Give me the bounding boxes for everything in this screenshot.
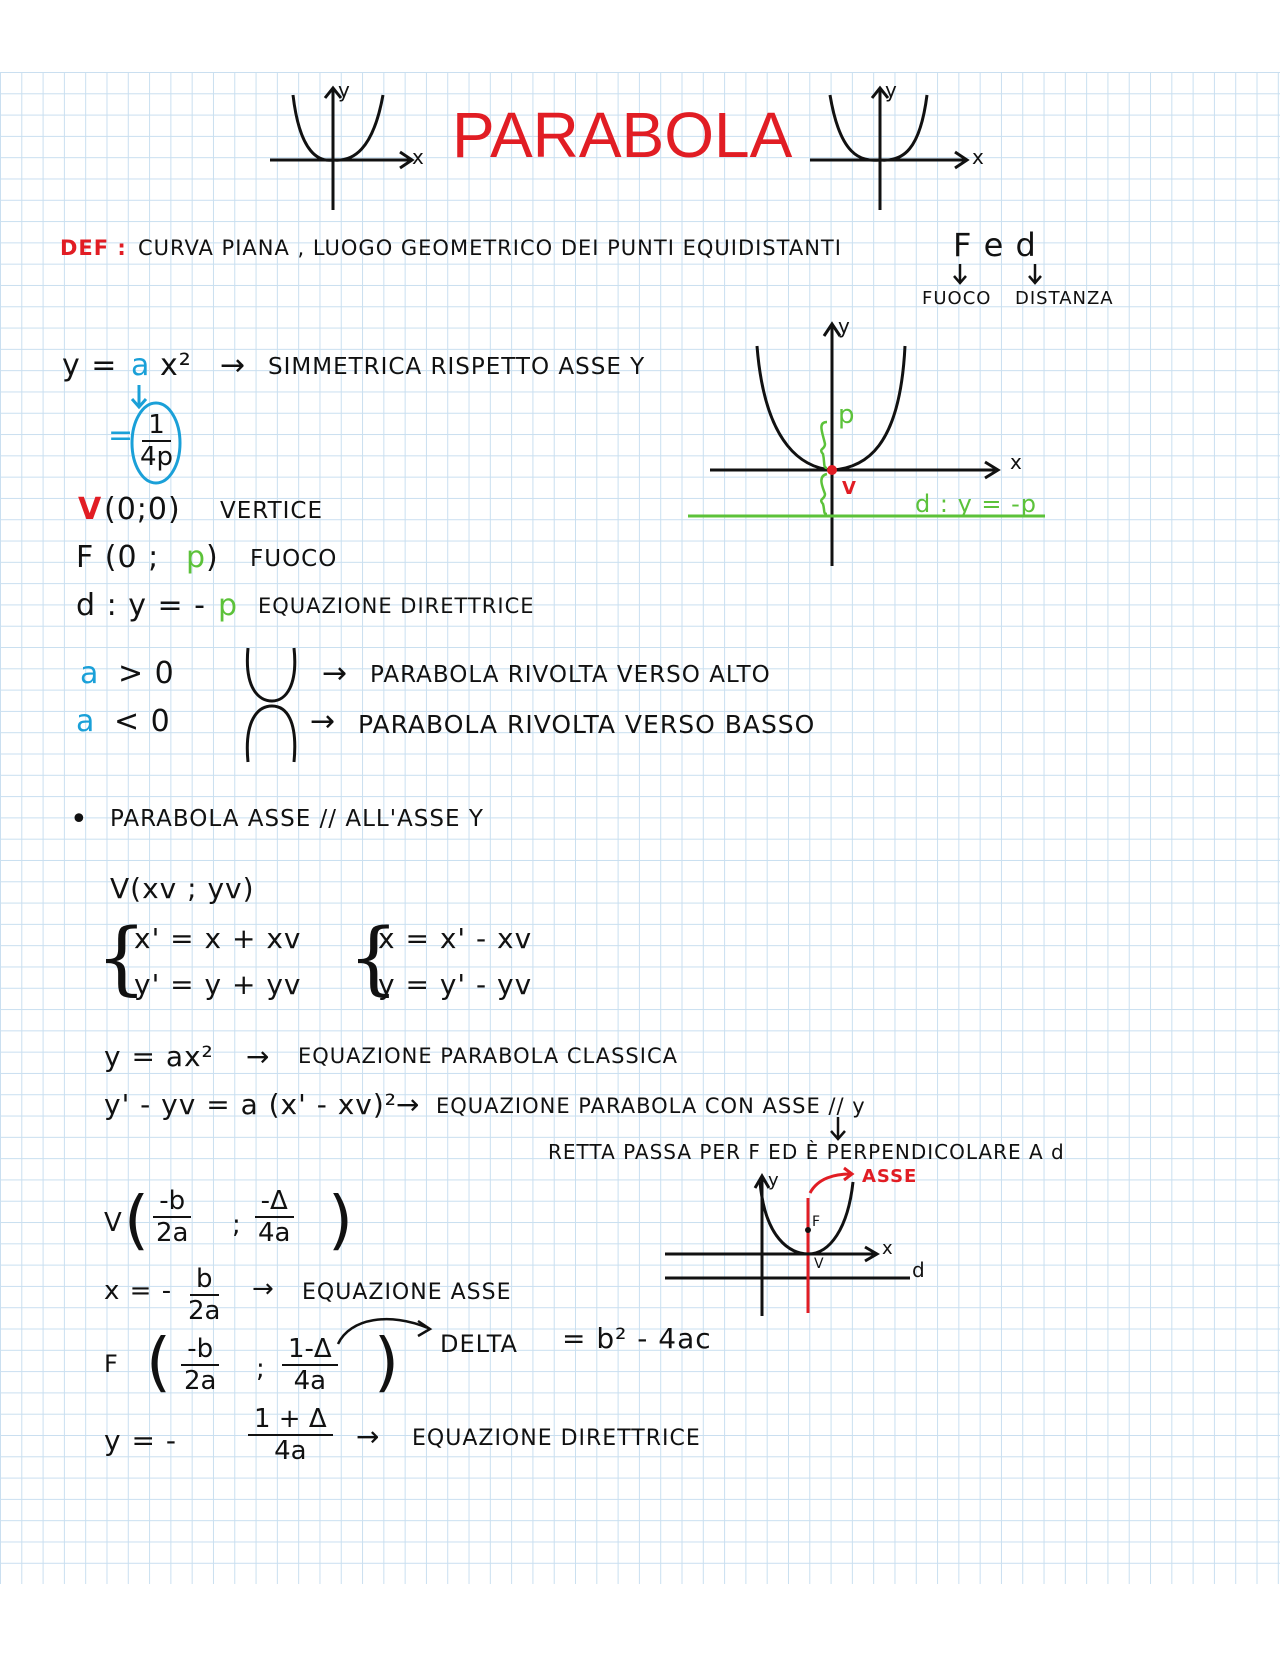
directrix-den: 4a (274, 1436, 307, 1466)
section2-heading: PARABOLA ASSE // ALL'ASSE Y (110, 806, 484, 832)
graph2-v-label: V (814, 1256, 825, 1272)
title-left-x-label: x (412, 145, 425, 169)
system2-line2: y = y' - yv (378, 968, 533, 1001)
axis-eq-num: b (190, 1264, 219, 1296)
a-value-fraction (134, 410, 179, 472)
graph1-d-label: d : y = -p (915, 490, 1038, 518)
vertex-x-num: -b (153, 1186, 191, 1218)
graph1-y-label: y (838, 314, 851, 338)
eq-axis-label: EQUAZIONE PARABOLA CON ASSE // y (436, 1094, 866, 1118)
eq-axis: y' - yv = a (x' - xv)² (104, 1088, 398, 1121)
orient-up-cond: > 0 (118, 656, 175, 691)
focus-formula-x (178, 1334, 222, 1396)
vertex-label: VERTICE (220, 498, 323, 524)
vertex-formula-y (252, 1186, 296, 1248)
focus-y-num: 1-Δ (282, 1334, 338, 1366)
graph2-f-label: F (812, 1214, 822, 1230)
a-numerator: 1 (142, 410, 171, 442)
axis-eq-x: x = - (104, 1276, 173, 1306)
focus-suffix: ) (206, 540, 219, 575)
vertex-formula-x (150, 1186, 194, 1248)
vertex-y-den: 4a (258, 1218, 291, 1248)
graph2-asse-label: ASSE (862, 1166, 918, 1187)
delta-label: DELTA (440, 1330, 518, 1358)
def-symbols: F e d (953, 226, 1037, 264)
system2-line1: x = x' - xv (378, 922, 533, 955)
orient-up-desc: PARABOLA RIVOLTA VERSO ALTO (370, 662, 771, 688)
graph1-x-label: x (1010, 450, 1023, 474)
focus-x-den: 2a (184, 1366, 217, 1396)
eq-a-coefficient: a (131, 348, 151, 383)
focus-p: p (186, 540, 207, 575)
directrix-label: EQUAZIONE DIRETTRICE (258, 594, 535, 618)
section2-vertex: V(xv ; yv) (110, 872, 255, 905)
section2-bullet: • (70, 802, 89, 837)
directrix-p: p (218, 588, 239, 623)
axis-eq-arrow: → (252, 1274, 275, 1304)
focus-formula-open-paren: ( (146, 1326, 172, 1400)
graph2-d-label: d (912, 1258, 926, 1282)
title-right-x-label: x (972, 145, 985, 169)
cap-down-icon (240, 700, 302, 765)
distanza-label: DISTANZA (1015, 288, 1114, 309)
eq-x-squared: x² (160, 348, 192, 383)
graph1-v-label: V (842, 478, 857, 499)
eq-arrow: → (220, 348, 247, 383)
orient-up-arrow: → (322, 656, 349, 691)
focus-formula-close-paren: ) (374, 1326, 400, 1400)
directrix-num: 1 + Δ (248, 1404, 333, 1436)
directrix-formula-fraction (248, 1404, 333, 1466)
focus-x-num: -b (181, 1334, 219, 1366)
vertex-y-num: -Δ (255, 1186, 294, 1218)
def-arrows (950, 262, 1050, 286)
graph2-y-label: y (768, 1170, 780, 1191)
system1-brace: { (96, 911, 147, 1004)
eq-y-equals: y = (62, 348, 118, 383)
system2-brace: { (348, 911, 399, 1004)
cup-up-icon (240, 645, 302, 705)
eq-classic-arrow: → (246, 1040, 271, 1073)
axis-def-arrow (826, 1116, 850, 1142)
eq-classic-label: EQUAZIONE PARABOLA CLASSICA (298, 1044, 678, 1068)
focus-formula-sep: ; (256, 1354, 266, 1384)
directrix-formula-arrow: → (356, 1420, 381, 1453)
vertex-formula-sep: ; (232, 1210, 242, 1240)
fuoco-label: FUOCO (922, 288, 992, 309)
title-left-y-label: y (338, 78, 351, 102)
orient-up-a: a (80, 656, 100, 691)
focus-prefix: F (0 ; (76, 540, 160, 575)
axis-eq-den: 2a (188, 1296, 221, 1326)
page-title: PARABOLA (452, 99, 793, 171)
focus-y-den: 4a (293, 1366, 327, 1396)
eq-classic: y = ax² (104, 1040, 214, 1073)
directrix-prefix: d : y = - (76, 588, 207, 623)
vertex-x-den: 2a (156, 1218, 189, 1248)
delta-equation: = b² - 4ac (562, 1322, 712, 1355)
graph2-x-label: x (882, 1238, 894, 1259)
system1-line1: x' = x + xv (134, 922, 302, 955)
vertex-formula-v: V (104, 1208, 123, 1238)
delta-curved-arrow (330, 1308, 440, 1348)
def-tag: DEF : (60, 236, 127, 260)
vertex-coords: (0;0) (104, 492, 181, 527)
orient-down-cond: < 0 (114, 704, 171, 739)
graph1-p-label: p (838, 400, 856, 430)
eq-axis-arrow: → (396, 1088, 421, 1121)
def-text: CURVA PIANA , LUOGO GEOMETRICO DEI PUNTI EQUIDISTANTI (138, 236, 842, 260)
axis-eq-label: EQUAZIONE ASSE (302, 1280, 512, 1305)
title-right-y-label: y (885, 78, 898, 102)
vertex-v: V (78, 492, 103, 527)
axis-eq-fraction (182, 1264, 226, 1326)
vertex-formula-open-paren: ( (124, 1184, 150, 1258)
orient-down-desc: PARABOLA RIVOLTA VERSO BASSO (358, 710, 816, 739)
orient-down-arrow: → (310, 704, 337, 739)
directrix-formula-y: y = - (104, 1424, 177, 1457)
directrix-formula-label: EQUAZIONE DIRETTRICE (412, 1426, 701, 1451)
a-equals-sign: = (108, 418, 135, 453)
symmetry-text: SIMMETRICA RISPETTO ASSE Y (268, 354, 646, 380)
a-denominator: 4p (140, 442, 174, 472)
vertex-formula-close-paren: ) (328, 1184, 354, 1258)
axis-definition: RETTA PASSA PER F ED È PERPENDICOLARE A d (548, 1140, 1065, 1164)
graph-basic-parabola (685, 318, 1055, 568)
focus-formula-f: F (104, 1350, 119, 1378)
focus-label: FUOCO (250, 546, 338, 572)
system1-line2: y' = y + yv (134, 968, 302, 1001)
orient-down-a: a (76, 704, 96, 739)
